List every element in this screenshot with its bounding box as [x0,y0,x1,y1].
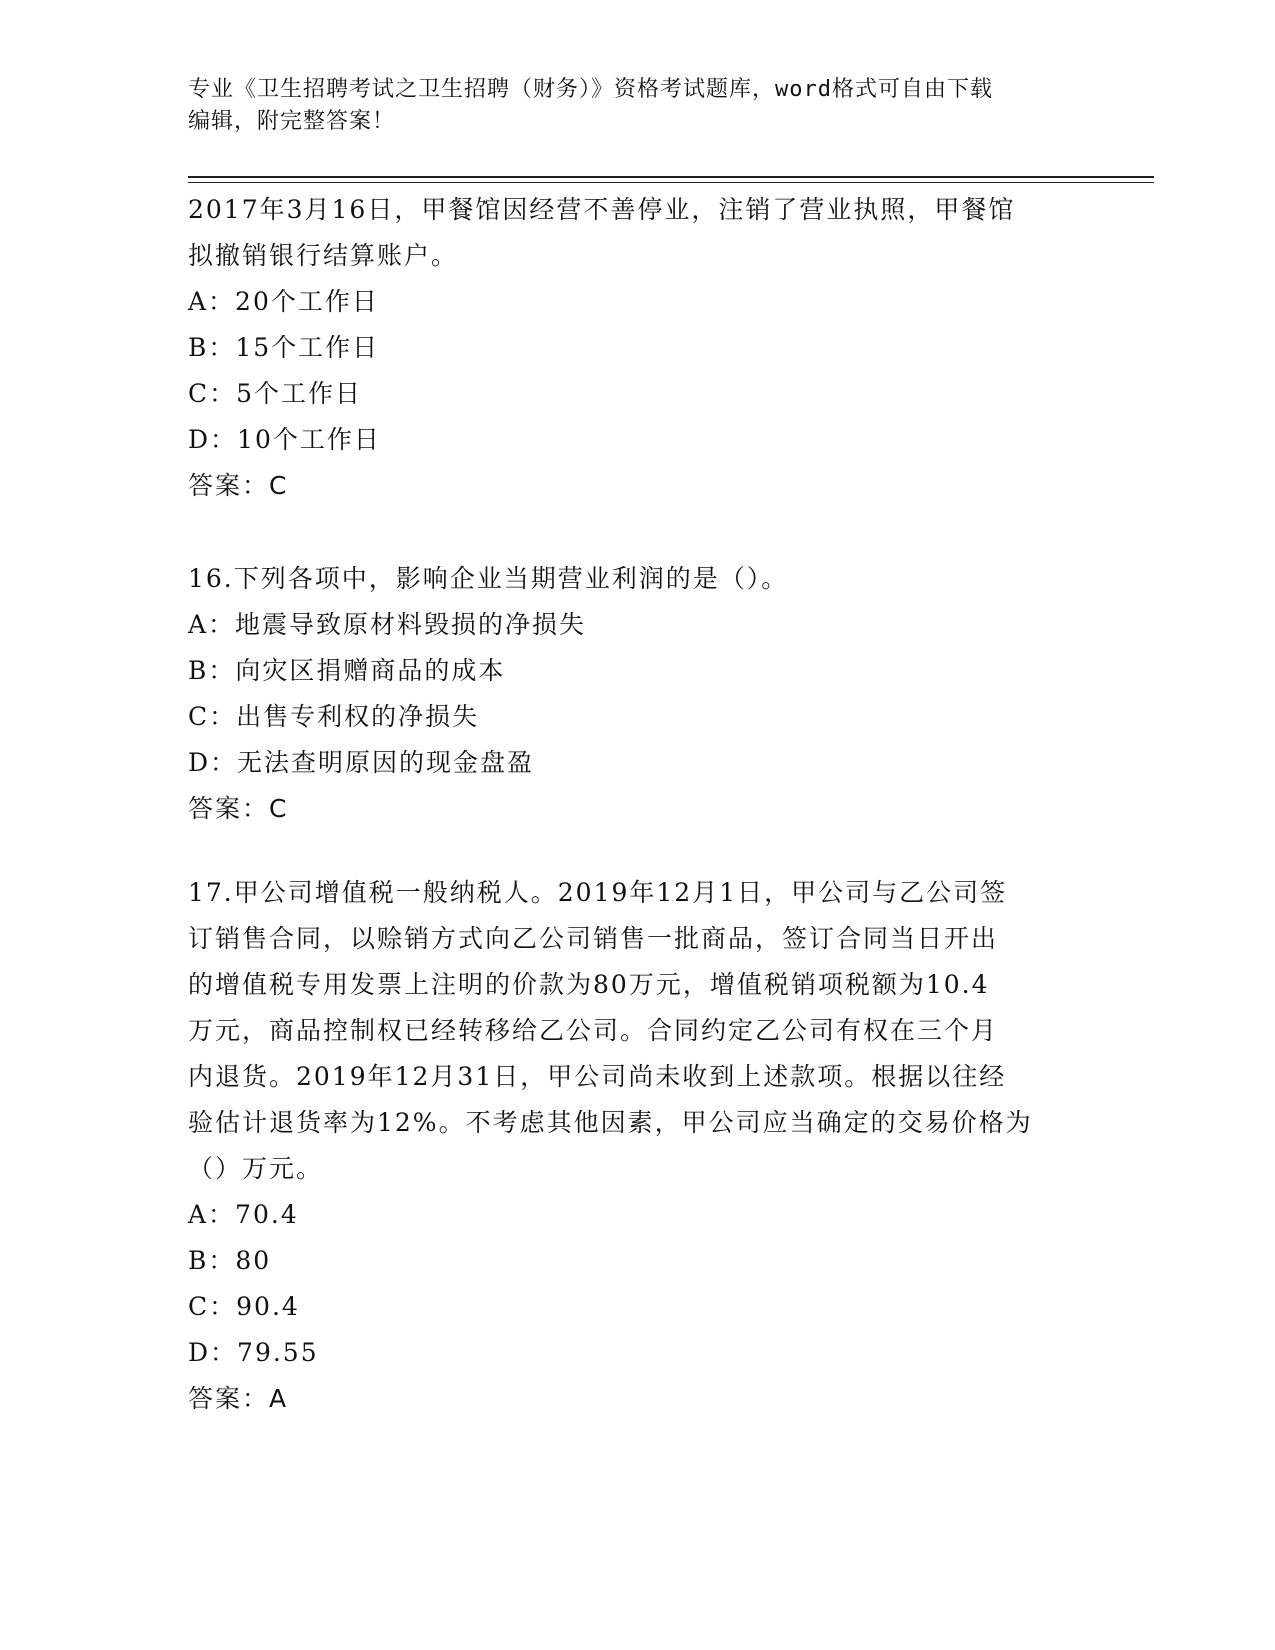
option-b: B：向灾区捐赠商品的成本 [188,656,506,685]
question-stem-line: 验估计退货率为12%。不考虑其他因素，甲公司应当确定的交易价格为 [188,1108,1033,1137]
option-d: D：无法查明原因的现金盘盈 [188,748,535,777]
question-stem-line: 拟撤销银行结算账户。 [188,241,459,270]
question-stem-line: （）万元。 [188,1154,324,1183]
option-a: A：70.4 [188,1200,299,1229]
answer: 答案：C [188,471,289,500]
option-c: C：90.4 [188,1292,300,1321]
question-stem-line: 万元，商品控制权已经转移给乙公司。合同约定乙公司有权在三个月 [188,1016,999,1045]
option-d: D：79.55 [188,1338,319,1367]
answer: 答案：C [188,794,289,823]
option-b: B：15个工作日 [188,333,380,362]
question-stem-line: 2017年3月16日，甲餐馆因经营不善停业，注销了营业执照，甲餐馆 [188,195,1016,224]
header-divider [188,176,1154,178]
question-stem-line: 17.甲公司增值税一般纳税人。2019年12月1日，甲公司与乙公司签 [188,878,1008,907]
header-line: 专业《卫生招聘考试之卫生招聘（财务）》资格考试题库，word格式可自由下载 [188,77,993,102]
question-stem-line: 订销售合同，以赊销方式向乙公司销售一批商品，签订合同当日开出 [188,924,999,953]
option-a: A：地震导致原材料毁损的净损失 [188,610,587,639]
option-c: C：5个工作日 [188,379,363,408]
header-divider [188,182,1154,183]
question-block [188,187,1088,509]
question-stem-line: 的增值税专用发票上注明的价款为80万元，增值税销项税额为10.4 [188,970,990,999]
question-block [188,870,1088,1422]
question-block [188,556,1088,832]
document-header [188,74,1068,138]
option-c: C：出售专利权的净损失 [188,702,480,731]
option-d: D：10个工作日 [188,425,381,454]
option-a: A：20个工作日 [188,287,379,316]
answer: 答案：A [188,1384,289,1413]
header-line: 编辑，附完整答案！ [188,109,396,134]
option-b: B：80 [188,1246,272,1275]
question-stem-line: 16.下列各项中，影响企业当期营业利润的是（）。 [188,564,789,593]
question-stem-line: 内退货。2019年12月31日，甲公司尚未收到上述款项。根据以往经 [188,1062,1007,1091]
